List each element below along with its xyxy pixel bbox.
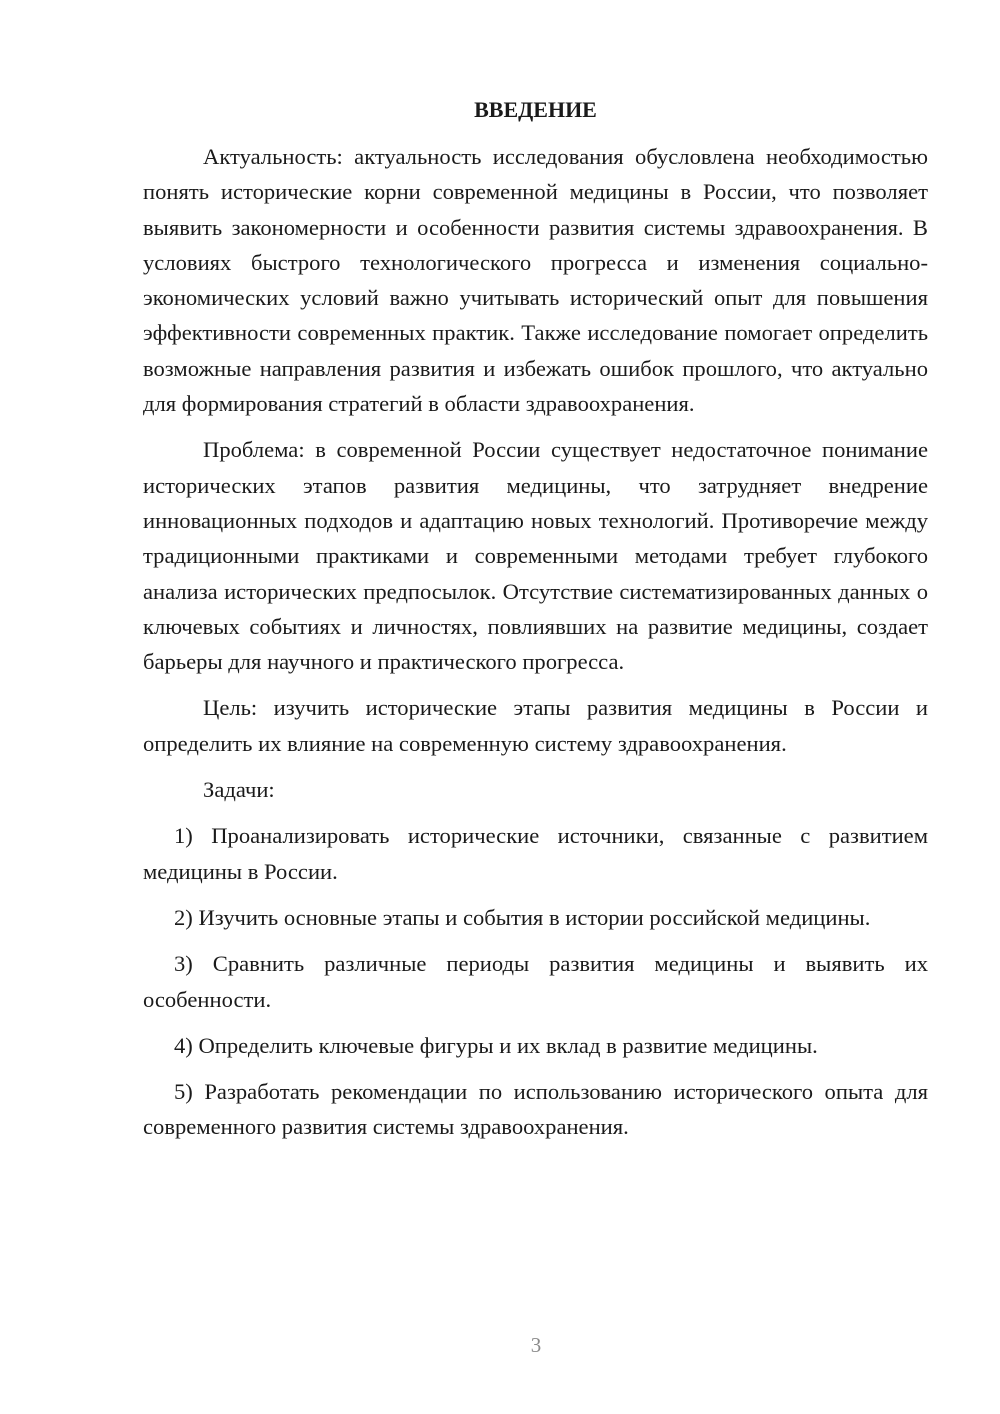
document-page [143,92,928,1156]
task-item: 4) Определить ключевые фигуры и их вклад в развитие медицины. [174,1032,818,1058]
section-title: ВВЕДЕНИЕ [474,97,597,122]
relevance-paragraph: Актуальность: актуальность исследования обусловлена необходимостью понять исторические корни современной медицины в России, что позволяет выявить закономерности и особенности развития системы здравоохранения. В условиях быстрого технологического прогресса и изменения социально-экономических условий важно учитывать исторический опыт для повышения эффективности современных практик. Также исследование помогает определить возможные направления развития и избежать ошибок прошлого, что актуально для формирования стратегий в области здравоохранения. [143,144,928,417]
goal-paragraph: Цель: изучить исторические этапы развития медицины в России и определить их влияние на современную систему здравоохранения. [143,695,928,756]
task-item: 3) Сравнить различные периоды развития медицины и выявить их особенности. [143,951,928,1012]
tasks-heading: Задачи: [203,777,275,803]
page-number: 3 [530,1333,542,1357]
task-item: 1) Проанализировать исторические источники, связанные с развитием медицины в России. [143,823,928,884]
problem-paragraph: Проблема: в современной России существует недостаточное понимание исторических этапов развития медицины, что затрудняет внедрение инновационных подходов и адаптацию новых технологий. Противоречие между традиционными практиками и современными методами требует глубокого анализа исторических предпосылок. Отсутствие систематизированных данных о ключевых событиях и личностях, повлиявших на развитие медицины, создает барьеры для научного и практического прогресса. [143,437,928,675]
task-item: 5) Разработать рекомендации по использованию исторического опыта для современного развития системы здравоохранения. [143,1079,928,1140]
task-item: 2) Изучить основные этапы и события в истории российской медицины. [174,904,871,930]
